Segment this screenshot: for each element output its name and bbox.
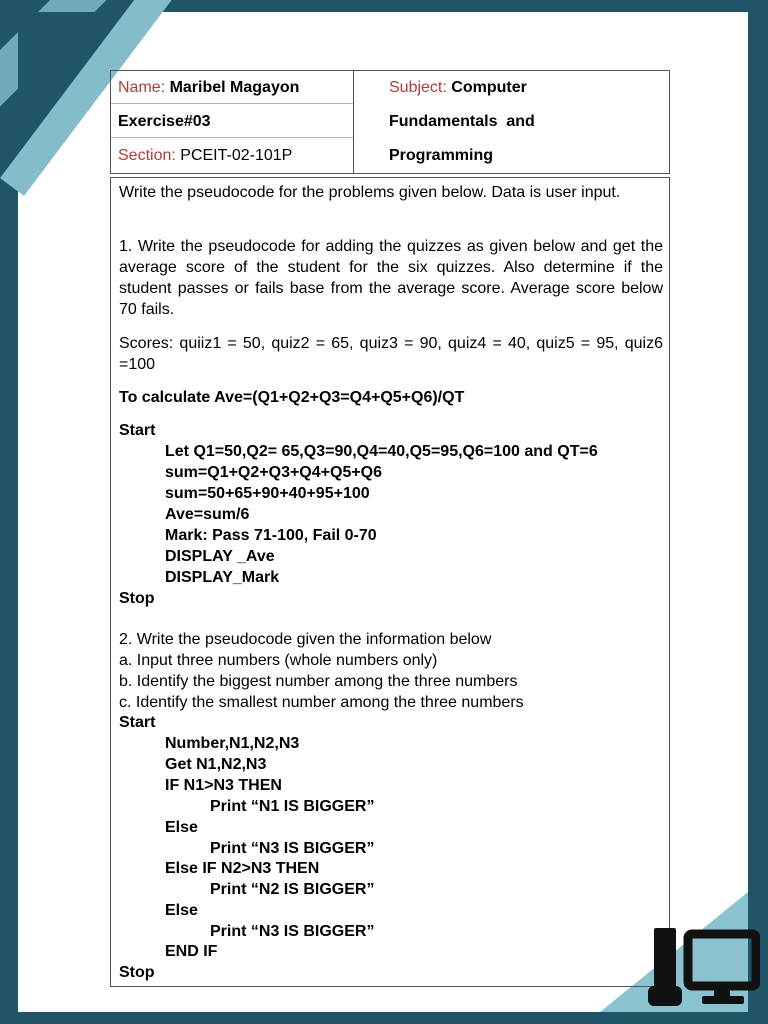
problem-2-heading: 2. Write the pseudocode given the information below bbox=[119, 631, 492, 648]
problem-1-paragraph: 1. Write the pseudocode for adding the quizzes as given below and get the average score of the student for the six quizzes. Also determine if the student passes or fails base from the average score. Average score below 70 fails. bbox=[119, 238, 663, 318]
name-row bbox=[111, 71, 353, 104]
exercise-row: Exercise#03 bbox=[111, 105, 353, 138]
code2-line: END IF bbox=[165, 943, 218, 960]
subject-line-2: Fundamentals and bbox=[389, 113, 535, 130]
code2-start: Start bbox=[119, 714, 156, 731]
code1-line: DISPLAY _Ave bbox=[165, 548, 275, 565]
code2-line: Get N1,N2,N3 bbox=[165, 756, 267, 773]
code1-start: Start bbox=[119, 422, 156, 439]
name-label: Name: bbox=[118, 79, 166, 96]
header-left-column bbox=[111, 71, 354, 173]
exercise-body bbox=[110, 177, 670, 987]
code2-line: Else bbox=[165, 819, 198, 836]
subject-label: Subject: bbox=[389, 79, 447, 96]
code1-stop: Stop bbox=[119, 590, 155, 607]
code2-line: Print “N2 IS BIGGER” bbox=[210, 881, 375, 898]
code1-line: Let Q1=50,Q2= 65,Q3=90,Q4=40,Q5=95,Q6=100 and QT=6 bbox=[165, 443, 598, 460]
code1-line: sum=Q1+Q2+Q3+Q4+Q5+Q6 bbox=[165, 464, 383, 481]
section-value: PCEIT-02-101P bbox=[180, 147, 293, 164]
intro-paragraph: Write the pseudocode for the problems given below. Data is user input. bbox=[119, 184, 621, 201]
code1-line: DISPLAY_Mark bbox=[165, 569, 280, 586]
section-label: Section: bbox=[118, 147, 176, 164]
computer-monitor-logo-icon bbox=[648, 924, 760, 1010]
section-row bbox=[111, 139, 353, 172]
name-value: Maribel Magayon bbox=[169, 79, 300, 96]
code2-line: Print “N1 IS BIGGER” bbox=[210, 798, 375, 815]
code2-line: Print “N3 IS BIGGER” bbox=[210, 923, 375, 940]
problem-2-item-a: a. Input three numbers (whole numbers only) bbox=[119, 652, 438, 669]
code2-line: Print “N3 IS BIGGER” bbox=[210, 840, 375, 857]
problem-2-item-b: b. Identify the biggest number among the three numbers bbox=[119, 673, 518, 690]
code1-line: Ave=sum/6 bbox=[165, 506, 250, 523]
code1-line: sum=50+65+90+40+95+100 bbox=[165, 485, 370, 502]
subject-line-1 bbox=[389, 71, 527, 104]
code2-stop: Stop bbox=[119, 964, 155, 981]
code2-line: IF N1>N3 THEN bbox=[165, 777, 282, 794]
subject-line-3: Programming bbox=[389, 147, 494, 164]
problem-2-item-c: c. Identify the smallest number among the three numbers bbox=[119, 694, 524, 711]
subject-value-1: Computer bbox=[451, 79, 527, 96]
code1-line: Mark: Pass 71-100, Fail 0-70 bbox=[165, 527, 377, 544]
calculate-formula: To calculate Ave=(Q1+Q2+Q3=Q4+Q5+Q6)/QT bbox=[119, 389, 465, 406]
code2-line: Else bbox=[165, 902, 198, 919]
code2-line: Number,N1,N2,N3 bbox=[165, 735, 300, 752]
scores-paragraph: Scores: quiiz1 = 50, quiz2 = 65, quiz3 = 90, quiz4 = 40, quiz5 = 95, quiz6 =100 bbox=[119, 335, 663, 373]
header-table bbox=[110, 70, 670, 174]
code2-line: Else IF N2>N3 THEN bbox=[165, 860, 320, 877]
